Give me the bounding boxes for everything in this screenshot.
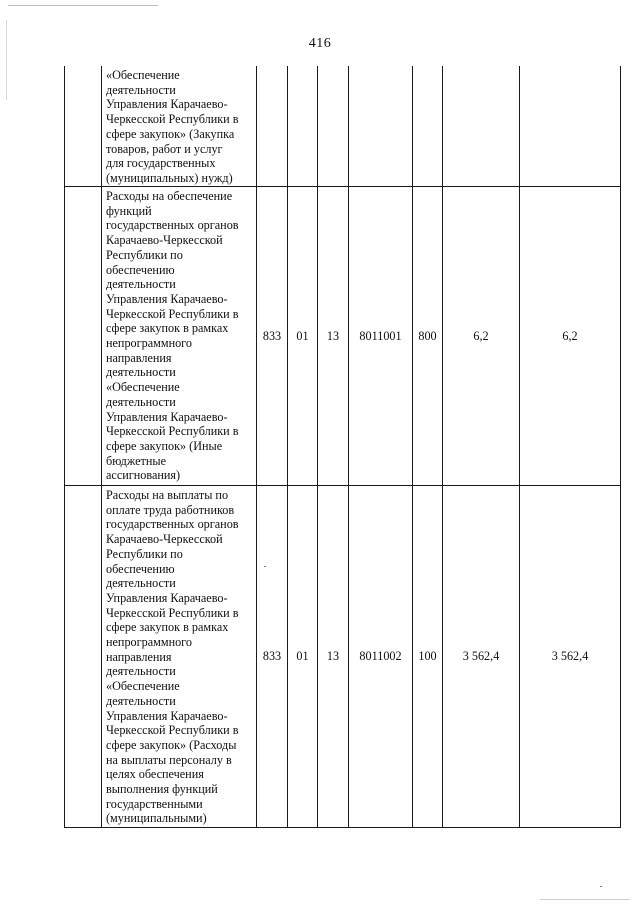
ministry-code-cell: [257, 66, 288, 187]
scan-edge-left: [6, 20, 7, 100]
expense-type-cell: 100: [413, 486, 443, 828]
amount-cell-2: [520, 66, 621, 187]
amount-cell-1: [443, 66, 520, 187]
item-name-cell: «Обеспечение деятельности Управления Карачаево- Черкесской Республики в сфере закупок» (Закупка товаров, работ и услуг для государственных (муниципальных) нужд): [102, 66, 257, 187]
budget-table: [64, 66, 621, 828]
blank-cell: [65, 486, 102, 828]
subsection-code-cell: 13: [318, 187, 349, 486]
target-article-cell: 8011002: [349, 486, 413, 828]
item-name-cell: Расходы на обеспечение функций государственных органов Карачаево-Черкесской Республики по обеспечению деятельности Управления Карачаево- Черкесской Республики в сфере закупок в рамках непрограммного направления деятельности «Обеспечение деятельности Управления Карачаево- Черкесской Республики в сфере закупок» (Иные бюджетные ассигнования): [102, 187, 257, 486]
ministry-code-cell: 833: [257, 187, 288, 486]
expense-type-cell: 800: [413, 187, 443, 486]
section-code-cell: 01: [288, 187, 318, 486]
amount-cell-2: 6,2: [520, 187, 621, 486]
target-article-cell: 8011001: [349, 187, 413, 486]
scan-speck: [264, 566, 266, 567]
subsection-code-cell: 13: [318, 486, 349, 828]
amount-cell-2: 3 562,4: [520, 486, 621, 828]
item-name-cell: Расходы на выплаты по оплате труда работников государственных органов Карачаево-Черкесской Республики по обеспечению деятельности Управления Карачаево- Черкесской Республики в сфере закупок в рамках непрограммного направления деятельности «Обеспечение деятельности Управления Карачаево- Черкесской Республики в сфере закупок» (Расходы на выплаты персоналу в целях обеспечения выполнения функций государственными (муниципальными): [102, 486, 257, 828]
expense-type-cell: [413, 66, 443, 187]
section-code-cell: 01: [288, 486, 318, 828]
blank-cell: [65, 187, 102, 486]
ministry-code-cell: 833: [257, 486, 288, 828]
table-row: [65, 187, 621, 486]
page-number: 416: [308, 36, 332, 51]
amount-cell-1: 6,2: [443, 187, 520, 486]
scan-edge-top: [8, 5, 158, 6]
scan-speck: [600, 886, 602, 887]
target-article-cell: [349, 66, 413, 187]
subsection-code-cell: [318, 66, 349, 187]
table-row: [65, 66, 621, 187]
amount-cell-1: 3 562,4: [443, 486, 520, 828]
scan-edge-bottom: [540, 899, 630, 900]
section-code-cell: [288, 66, 318, 187]
table-row: [65, 486, 621, 828]
blank-cell: [65, 66, 102, 187]
